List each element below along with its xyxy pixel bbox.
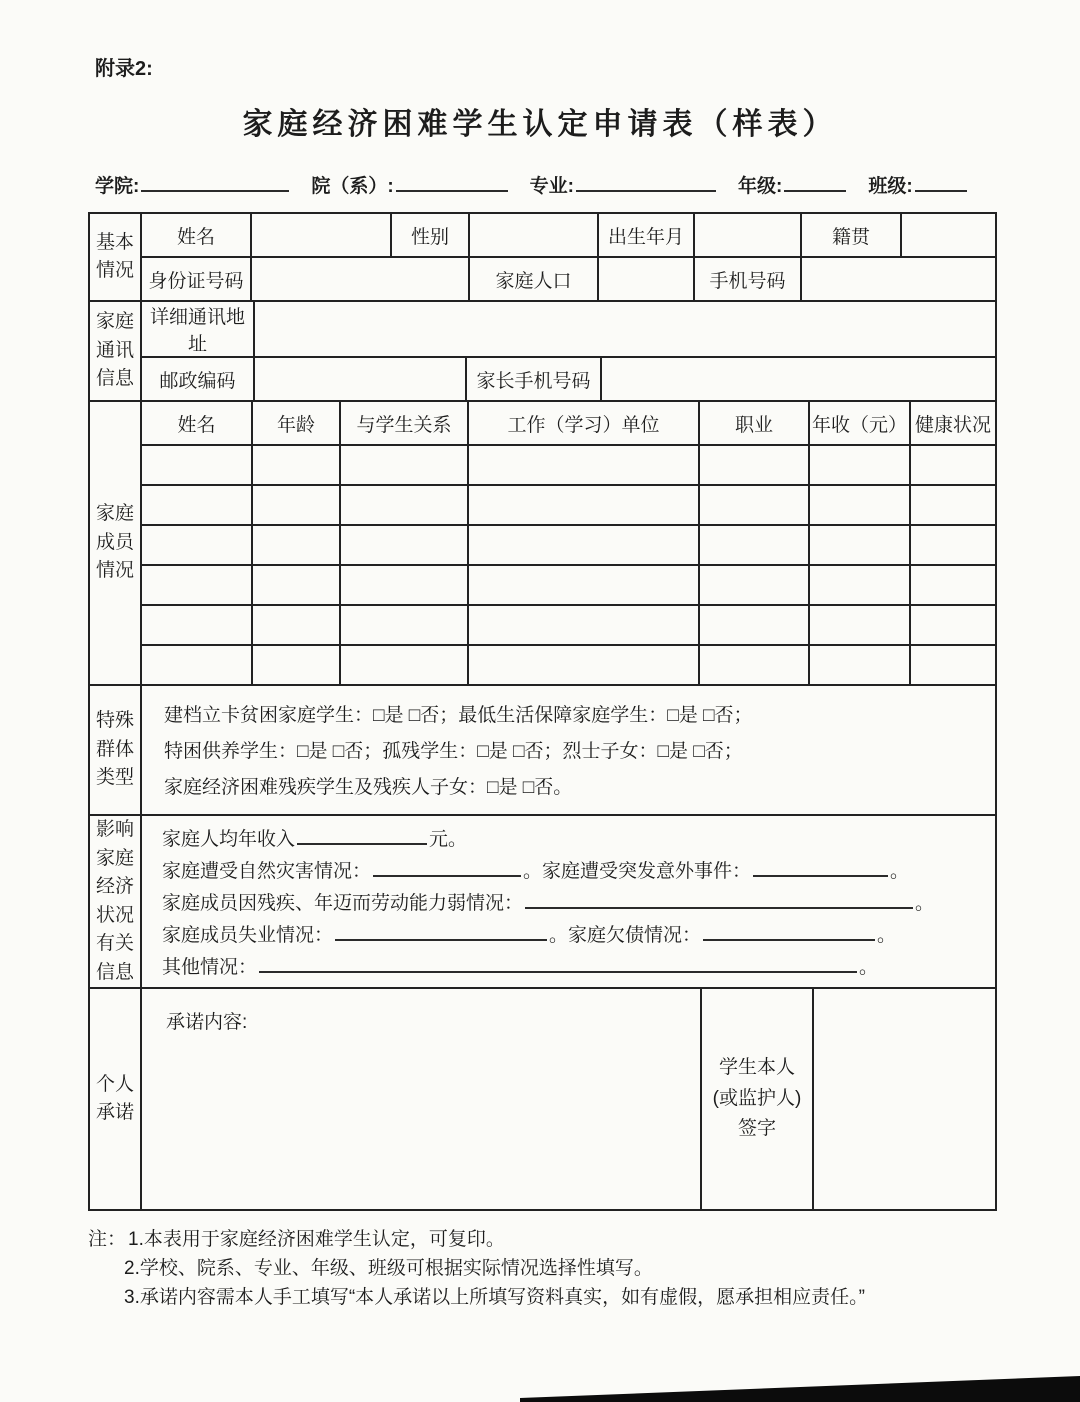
id-number-value-cell xyxy=(251,257,469,301)
field-label: 院（系）: xyxy=(311,176,394,197)
family-member-row xyxy=(89,485,996,525)
blank-underline xyxy=(753,860,888,877)
empty-cell xyxy=(699,605,809,645)
empty-cell xyxy=(468,485,699,525)
empty-cell xyxy=(468,645,699,685)
mobile-value-cell xyxy=(801,257,996,301)
gender-label: 性别 xyxy=(391,213,469,257)
empty-cell xyxy=(699,645,809,685)
family-col-income: 年收（元） xyxy=(809,401,910,445)
empty-cell xyxy=(141,485,252,525)
family-members-table xyxy=(88,400,997,686)
name-label: 姓名 xyxy=(141,213,251,257)
postal-code-value-cell xyxy=(254,357,466,401)
family-member-row xyxy=(89,605,996,645)
family-col-health: 健康状况 xyxy=(910,401,996,445)
commitment-content-label: 承诺内容: xyxy=(166,1012,248,1033)
empty-cell xyxy=(699,485,809,525)
field-label: 。家庭欠债情况： xyxy=(549,925,702,946)
empty-cell xyxy=(699,525,809,565)
field-label: 。 xyxy=(859,957,879,978)
address-value-cell xyxy=(254,301,996,357)
blank-underline xyxy=(335,924,547,941)
basic-info-table xyxy=(88,212,997,302)
empty-cell xyxy=(252,525,340,565)
field-label: 家庭成员失业情况： xyxy=(162,925,334,946)
section-label-basic-info: 基本 情况 xyxy=(89,213,141,301)
family-col-age: 年龄 xyxy=(252,401,340,445)
id-number-label: 身份证号码 xyxy=(141,257,251,301)
native-place-label: 籍贯 xyxy=(801,213,901,257)
family-col-workunit: 工作（学习）单位 xyxy=(468,401,699,445)
section-label-family-members: 家庭 成员 情况 xyxy=(89,401,141,685)
blank-underline xyxy=(703,924,875,941)
field-label: 年级: xyxy=(737,176,783,197)
gender-value-cell xyxy=(469,213,598,257)
section-label-special-group: 特殊 群体 类型 xyxy=(89,685,141,815)
empty-cell xyxy=(340,645,468,685)
field-label: 家庭人均年收入 xyxy=(162,829,296,850)
field-label: 家庭成员因残疾、年迈而劳动能力弱情况： xyxy=(162,893,524,914)
section-label-economic-info: 影响 家庭 经济 状况 有关 信息 xyxy=(89,815,141,988)
special-group-content xyxy=(141,685,996,815)
note-item: 1.本表用于家庭经济困难学生认定，可复印。 xyxy=(128,1229,505,1250)
special-group-line: 家庭经济困难残疾学生及残疾人子女：□是 □否。 xyxy=(164,777,573,798)
field-label: 。 xyxy=(877,925,897,946)
special-group-line: 特困供养学生：□是 □否；孤残学生：□是 □否；烈士子女：□是 □否； xyxy=(164,741,743,762)
blank-underline xyxy=(297,828,427,845)
special-group-table xyxy=(88,684,997,816)
empty-cell xyxy=(468,525,699,565)
notes-block xyxy=(88,1225,1020,1312)
empty-cell xyxy=(809,485,910,525)
section-label-contact-info: 家庭 通讯 信息 xyxy=(89,301,141,401)
empty-cell xyxy=(910,645,996,685)
empty-cell xyxy=(699,565,809,605)
field-label: 班级: xyxy=(868,176,913,197)
empty-cell xyxy=(809,445,910,485)
empty-cell xyxy=(141,525,252,565)
note-line xyxy=(88,1225,1020,1254)
form-body xyxy=(0,212,1080,1211)
field-label: 。 xyxy=(915,893,935,914)
blank-underline xyxy=(259,956,857,973)
section-label-commitment: 个人 承诺 xyxy=(89,988,141,1210)
empty-cell xyxy=(468,445,699,485)
economic-info-line xyxy=(162,888,995,920)
mobile-label: 手机号码 xyxy=(694,257,801,301)
blank-underline xyxy=(373,860,521,877)
field-label: 学院: xyxy=(95,176,140,197)
special-group-line: 建档立卡贫困家庭学生：□是 □否；最低生活保障家庭学生：□是 □否； xyxy=(164,705,753,726)
form-title: 家庭经济困难学生认定申请表（样表） xyxy=(242,108,838,141)
note-item: 2.学校、院系、专业、年级、班级可根据实际情况选择性填写。 xyxy=(124,1258,653,1279)
empty-cell xyxy=(910,565,996,605)
economic-info-line xyxy=(162,856,995,888)
empty-cell xyxy=(340,485,468,525)
field-label: 。 xyxy=(890,861,910,882)
empty-cell xyxy=(252,485,340,525)
birth-date-value-cell xyxy=(694,213,801,257)
empty-cell xyxy=(809,565,910,605)
empty-cell xyxy=(910,525,996,565)
empty-cell xyxy=(809,525,910,565)
native-place-value-cell xyxy=(901,213,996,257)
signature-value-cell xyxy=(813,988,996,1210)
field-label: 元。 xyxy=(429,829,468,850)
blank-underline xyxy=(915,175,967,192)
economic-info-line xyxy=(162,824,995,856)
blank-underline xyxy=(141,175,289,192)
family-size-value-cell xyxy=(598,257,694,301)
family-member-row xyxy=(89,445,996,485)
economic-info-table xyxy=(88,814,997,989)
empty-cell xyxy=(141,645,252,685)
family-col-name: 姓名 xyxy=(141,401,252,445)
economic-info-content xyxy=(141,815,996,988)
address-label: 详细通讯地址 xyxy=(141,301,254,357)
empty-cell xyxy=(340,565,468,605)
empty-cell xyxy=(252,605,340,645)
commitment-table xyxy=(88,987,997,1211)
appendix-label: 附录2: xyxy=(95,58,153,80)
empty-cell xyxy=(910,485,996,525)
empty-cell xyxy=(910,605,996,645)
empty-cell xyxy=(468,605,699,645)
family-member-row xyxy=(89,565,996,605)
empty-cell xyxy=(340,525,468,565)
empty-cell xyxy=(340,445,468,485)
empty-cell xyxy=(699,445,809,485)
family-col-relation: 与学生关系 xyxy=(340,401,468,445)
empty-cell xyxy=(252,565,340,605)
parent-mobile-value-cell xyxy=(601,357,996,401)
empty-cell xyxy=(141,565,252,605)
postal-code-label: 邮政编码 xyxy=(141,357,254,401)
family-size-label: 家庭人口 xyxy=(469,257,598,301)
contact-info-table xyxy=(88,300,997,402)
parent-mobile-label: 家长手机号码 xyxy=(466,357,601,401)
empty-cell xyxy=(252,445,340,485)
blank-underline xyxy=(576,175,716,192)
economic-info-line xyxy=(162,952,995,984)
blank-underline xyxy=(396,175,508,192)
empty-cell xyxy=(340,605,468,645)
header-field-line xyxy=(95,171,995,198)
commitment-content-cell xyxy=(141,988,701,1210)
field-label: 家庭遭受自然灾害情况： xyxy=(162,861,372,882)
birth-date-label: 出生年月 xyxy=(598,213,694,257)
economic-info-line xyxy=(162,920,995,952)
note-item: 3.承诺内容需本人手工填写“本人承诺以上所填写资料真实，如有虚假，愿承担相应责任。” xyxy=(124,1287,866,1308)
empty-cell xyxy=(910,445,996,485)
empty-cell xyxy=(141,445,252,485)
family-member-row xyxy=(89,525,996,565)
family-member-row xyxy=(89,645,996,685)
scan-artifact xyxy=(520,1370,1080,1402)
empty-cell xyxy=(252,645,340,685)
family-col-occupation: 职业 xyxy=(699,401,809,445)
empty-cell xyxy=(141,605,252,645)
signature-label: 学生本人 (或监护人) 签字 xyxy=(701,988,813,1210)
blank-underline xyxy=(525,892,913,909)
blank-underline xyxy=(784,175,846,192)
empty-cell xyxy=(468,565,699,605)
empty-cell xyxy=(809,645,910,685)
field-label: 。家庭遭受突发意外事件： xyxy=(523,861,752,882)
field-label: 专业: xyxy=(529,176,574,197)
empty-cell xyxy=(809,605,910,645)
field-label: 其他情况： xyxy=(162,957,258,978)
name-value-cell xyxy=(251,213,391,257)
notes-prefix: 注： xyxy=(88,1229,127,1250)
